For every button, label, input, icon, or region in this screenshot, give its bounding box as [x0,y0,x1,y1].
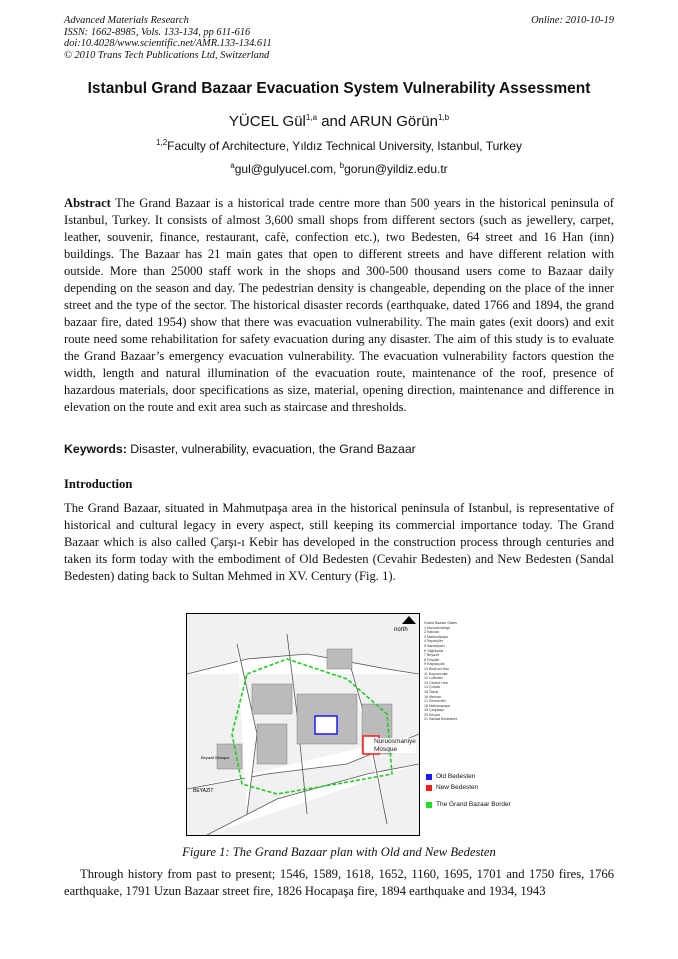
abstract-text: The Grand Bazaar is a historical trade centre more than 500 years in the historical peninsula of Istanbul, Turkey. It consists of almost 3,600 small shops from different sectors (such as jewellery, carpet, leather, souvenir, finance, restaurant, cafè, confection etc.), two Bedesten, 64 street and 16 Han (inn) buildings. The Bazaar has 21 main gates that open to different streets and have different relation with outside. More than 25000 staff work in the shops and 300-500 thousand users come to Bazaar daily depending on the season and day. The pedestrian density is changeable, depending on the place of the inner street and the type of the sector. The historical disaster records (earthquake, dated 1766 and 1894, the grand bazaar fire, dated 1954) show that there was evacuation vulnerability. The main gates (exit doors) and exit route need some rehabilitation for safety evacuation during any disaster. The aim of this study is to evaluate the Grand Bazaar’s emergency evacuation vulnerability. The evacuation vulnerability factors question the width, length and natural illumination of the evacuation route, maintenance of the roof, presence of hazardous materials, door specifications as size, material, opening direction, maintenance and difference in elevation on the route and exit area such as staircase and thresholds. [64,196,614,414]
and: and [317,113,350,130]
legend-title: Grand Bazaar Gates [424,621,457,625]
author-2: ARUN Görün [349,113,438,130]
mosque-label-2: Nuruosmaniye Mosque [374,738,416,753]
legend-item: 20 Kılıçlar [424,712,440,717]
key-border [426,801,511,808]
journal-header [64,15,272,61]
legend-item: 8 Fesçiler [424,657,440,662]
legend-item: 15 Tavuk [424,689,439,694]
continuation-text: Through history from past to present; 1546, 1589, 1618, 1652, 1160, 1695, 1701 and 1750 fires, 1766 earthquake, 1791 Uzun Bazaar street fire, 1826 Hocapaşa fire, 1894 earthquake and 1934, 1943 [64,867,614,898]
legend-item: 6 Yağlıkçılar [424,648,444,653]
bazaar-map [187,614,419,835]
beyazit-label: BEYAZIT [193,788,214,794]
issn: ISSN: 1662-8985, Vols. 133-134, pp 611-616 [64,26,251,38]
legend-item: 14 Çuhacı [424,685,441,690]
authors [0,113,678,130]
author-1: YÜCEL Gül [228,113,306,130]
gates-legend [424,621,457,722]
keywords-text: Disaster, vulnerability, evacuation, the Grand Bazaar [126,442,416,456]
legend-item: 1 Nuruosmaniye [424,625,451,630]
journal-name: Advanced Materials Research [64,15,189,26]
abstract [64,195,614,416]
keywords [64,442,416,456]
abstract-label: Abstract [64,196,111,210]
legend-item: 5 Sandalyacı [424,643,445,648]
legend-item: 19 Çarşıkapı [424,708,445,713]
author-1-sup: 1,a [305,113,318,122]
key-old-bedesten [426,773,475,780]
north-label: north [394,627,408,633]
doi: doi:10.4028/www.scientific.net/AMR.133-134.611 [64,38,272,50]
legend-item: 2 Kalcılar [424,630,439,635]
copyright: © 2010 Trans Tech Publications Ltd, Switzerland [64,49,270,61]
legend-item: 21 Sandal Bedesteni [424,717,458,722]
legend-item: 11 Kuyumcular [424,671,448,676]
affil-text: Faculty of Architecture, Yıldız Technical University, Istanbul, Turkey [167,139,522,153]
email-b: gorun@yildiz.edu.tr [344,162,448,176]
legend-item: 9 Kalpakçılar [424,662,445,667]
email-a-sup: a [230,161,235,170]
legend-item: 12 Lutfullah [424,676,443,681]
green-swatch [426,802,432,808]
paper-title: Istanbul Grand Bazaar Evacuation System Vulnerability Assessment [87,80,591,97]
email-a: gul@gulyucel.com, [234,162,340,176]
figure-caption: Figure 1: The Grand Bazaar plan with Old and New Bedesten [182,845,496,859]
affil-sup: 1,2 [156,138,168,147]
author-2-sup: 1,b [437,113,450,122]
legend-item: 16 Mercan [424,694,441,699]
legend-item: 7 Beyazıt [424,653,439,658]
introduction-heading: Introduction [64,477,133,491]
legend-item: 4 Sepetçiler [424,639,443,644]
legend-item: 18 Mahmutpaşa [424,703,450,708]
introduction-text: The Grand Bazaar, situated in Mahmutpaşa area in the historical peninsula of Istanbul, is representative of historical and cultural legacy in every aspect, still keeping its commercial importance today. The Grand Bazaar which is also called Çarşı-ı Kebir has developed in the construction process through centuries and taken its form today with the embodiment of Old Bedesten (Cevahir Bedesten) and New Bedesten (Sandal Bedesten) dating back to Sultan Mehmed in XV. Century (Fig. 1). [64,501,614,583]
legend-item: 10 Bodrum Han [424,666,450,671]
key-new-bedesten [426,784,478,791]
legend-item: 3 Mahmutpaşa [424,634,448,639]
legend-item: 17 Zenneciler [424,699,446,704]
old-bedesten-mark [315,716,337,734]
legend-item: 13 Cebeci Han [424,680,448,685]
keywords-label: Keywords: [64,442,127,456]
bazaar-plan-figure [186,613,420,836]
blue-swatch [426,774,432,780]
email-b-sup: b [339,161,345,170]
affiliation [0,138,678,153]
key-label: New Bedesten [436,784,479,791]
emails [0,161,678,176]
online-date: Online: 2010-10-19 [531,15,614,26]
red-swatch [426,785,432,791]
mosque-label-1: Beyazit Mosque [201,755,230,760]
key-label: Old Bedesten [436,773,476,780]
key-label: The Grand Bazaar Border [436,801,511,808]
